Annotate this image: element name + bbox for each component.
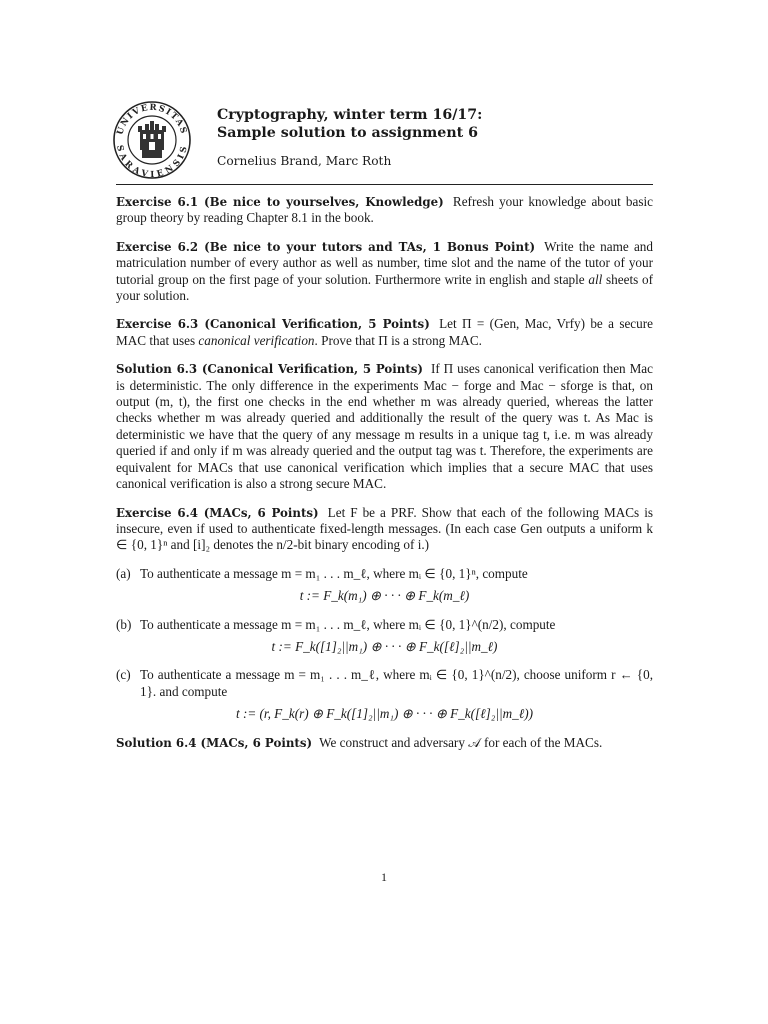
exercise-6-4-heading: Exercise 6.4 (MACs, 6 Points) xyxy=(116,505,319,520)
header-divider xyxy=(116,184,653,185)
list-item-b xyxy=(116,617,653,633)
solution-6-4-text: We construct and adversary 𝒜 for each of the MACs. xyxy=(319,734,603,750)
solution-6-3 xyxy=(116,361,653,492)
seal-text-top: UNIVERSITAS xyxy=(115,102,189,137)
exercise-6-2-emphasis: all xyxy=(588,271,603,287)
seal-text-bottom: SARAVIENSIS xyxy=(114,144,190,180)
exercise-6-1-text: Refresh your knowledge about basic group theory by reading Chapter 8.1 in the book. xyxy=(116,194,654,226)
exercise-6-3-text-end: . Prove that Π is a strong MAC. xyxy=(314,332,482,348)
exercise-6-3-emphasis: canonical verification xyxy=(198,332,315,348)
solution-6-3-heading: Solution 6.3 (Canonical Verification, 5 Points) xyxy=(116,362,424,377)
solution-6-4-heading: Solution 6.4 (MACs, 6 Points) xyxy=(116,735,313,750)
exercise-6-2-heading: Exercise 6.2 (Be nice to your tutors and TAs, 1 Bonus Point) xyxy=(116,239,536,254)
page-number: 1 xyxy=(381,870,387,884)
title-line-2: Sample solution to assignment 6 xyxy=(217,125,479,141)
exercise-6-1-heading: Exercise 6.1 (Be nice to yourselves, Knowledge) xyxy=(116,195,444,209)
exercise-6-2-text-end: sheets of your solution. xyxy=(116,271,653,304)
formula-c: t := (r, F_k(r) ⊕ F_k([1]₂||m₁) ⊕ · · · ⊕ F_k([ℓ]₂||m_ℓ)) xyxy=(235,706,533,722)
exercise-6-4 xyxy=(116,505,653,554)
list-item-c xyxy=(116,667,653,700)
list-item-a-text: To authenticate a message m = m₁ . . . m_ℓ, where mᵢ ∈ {0, 1}ⁿ, compute xyxy=(140,565,528,581)
exercise-6-4-text: Let F be a PRF. Show that each of the following MACs is insecure, even if used to authenticate fixed-length messages. (In each case Gen outputs a uniform k ∈ {0, 1}ⁿ and [i]₂ denotes the n/2-bit binary encoding of i.) xyxy=(116,504,653,553)
exercise-6-1 xyxy=(116,194,653,227)
title-line-1: Cryptography, winter term 16/17: xyxy=(217,107,483,123)
list-item-a xyxy=(116,566,653,582)
authors: Cornelius Brand, Marc Roth xyxy=(217,154,392,168)
exercise-6-2-text: Write the name and matriculation number of every author as well as number, time slot and the name of the tutor of your tutorial group on the first page of your solution. Furthermore write in english and staple xyxy=(116,238,653,287)
formula-b: t := F_k([1]₂||m₁) ⊕ · · · ⊕ F_k([ℓ]₂||m_ℓ) xyxy=(271,638,498,654)
exercise-6-3 xyxy=(116,316,653,349)
university-seal-logo xyxy=(112,100,192,180)
list-item-a-label: (a) xyxy=(116,565,131,581)
exercise-6-2 xyxy=(116,239,653,305)
list-item-b-text: To authenticate a message m = m₁ . . . m_ℓ, where mᵢ ∈ {0, 1}^(n/2), compute xyxy=(140,616,556,632)
solution-6-3-text: If Π uses canonical verification then Mac is deterministic. The only difference in the experiments Mac − forge and Mac − sforge is that, on output (m, t), the first one checks in the end whether m was already queried, whereas the latter checks whether m was already queried and additionally the result of the query was t. As Mac is deterministic we have that the query of any message m results in a unique tag t, i.e. m was already queried if and only if m was already queried and the output tag was t. Therefore, the experiments are equivalent for MACs that use canonical verification which implies that a secure MAC that uses canonical verification is also a strong secure MAC. xyxy=(116,361,654,492)
exercise-6-3-text: Let Π = (Gen, Mac, Vrfy) be a secure MAC that uses xyxy=(116,316,653,348)
exercise-6-3-heading: Exercise 6.3 (Canonical Verification, 5 Points) xyxy=(116,317,430,332)
solution-6-4 xyxy=(116,735,653,751)
document-header xyxy=(217,106,482,168)
list-item-c-label: (c) xyxy=(116,667,131,683)
formula-a: t := F_k(m₁) ⊕ · · · ⊕ F_k(m_ℓ) xyxy=(299,588,470,604)
list-item-b-label: (b) xyxy=(116,616,132,632)
list-item-c-text: To authenticate a message m = m₁ . . . m_ℓ, where mᵢ ∈ {0, 1}^(n/2), choose uniform r ← {0, 1}. and compute xyxy=(140,667,653,699)
document-body xyxy=(116,194,653,763)
